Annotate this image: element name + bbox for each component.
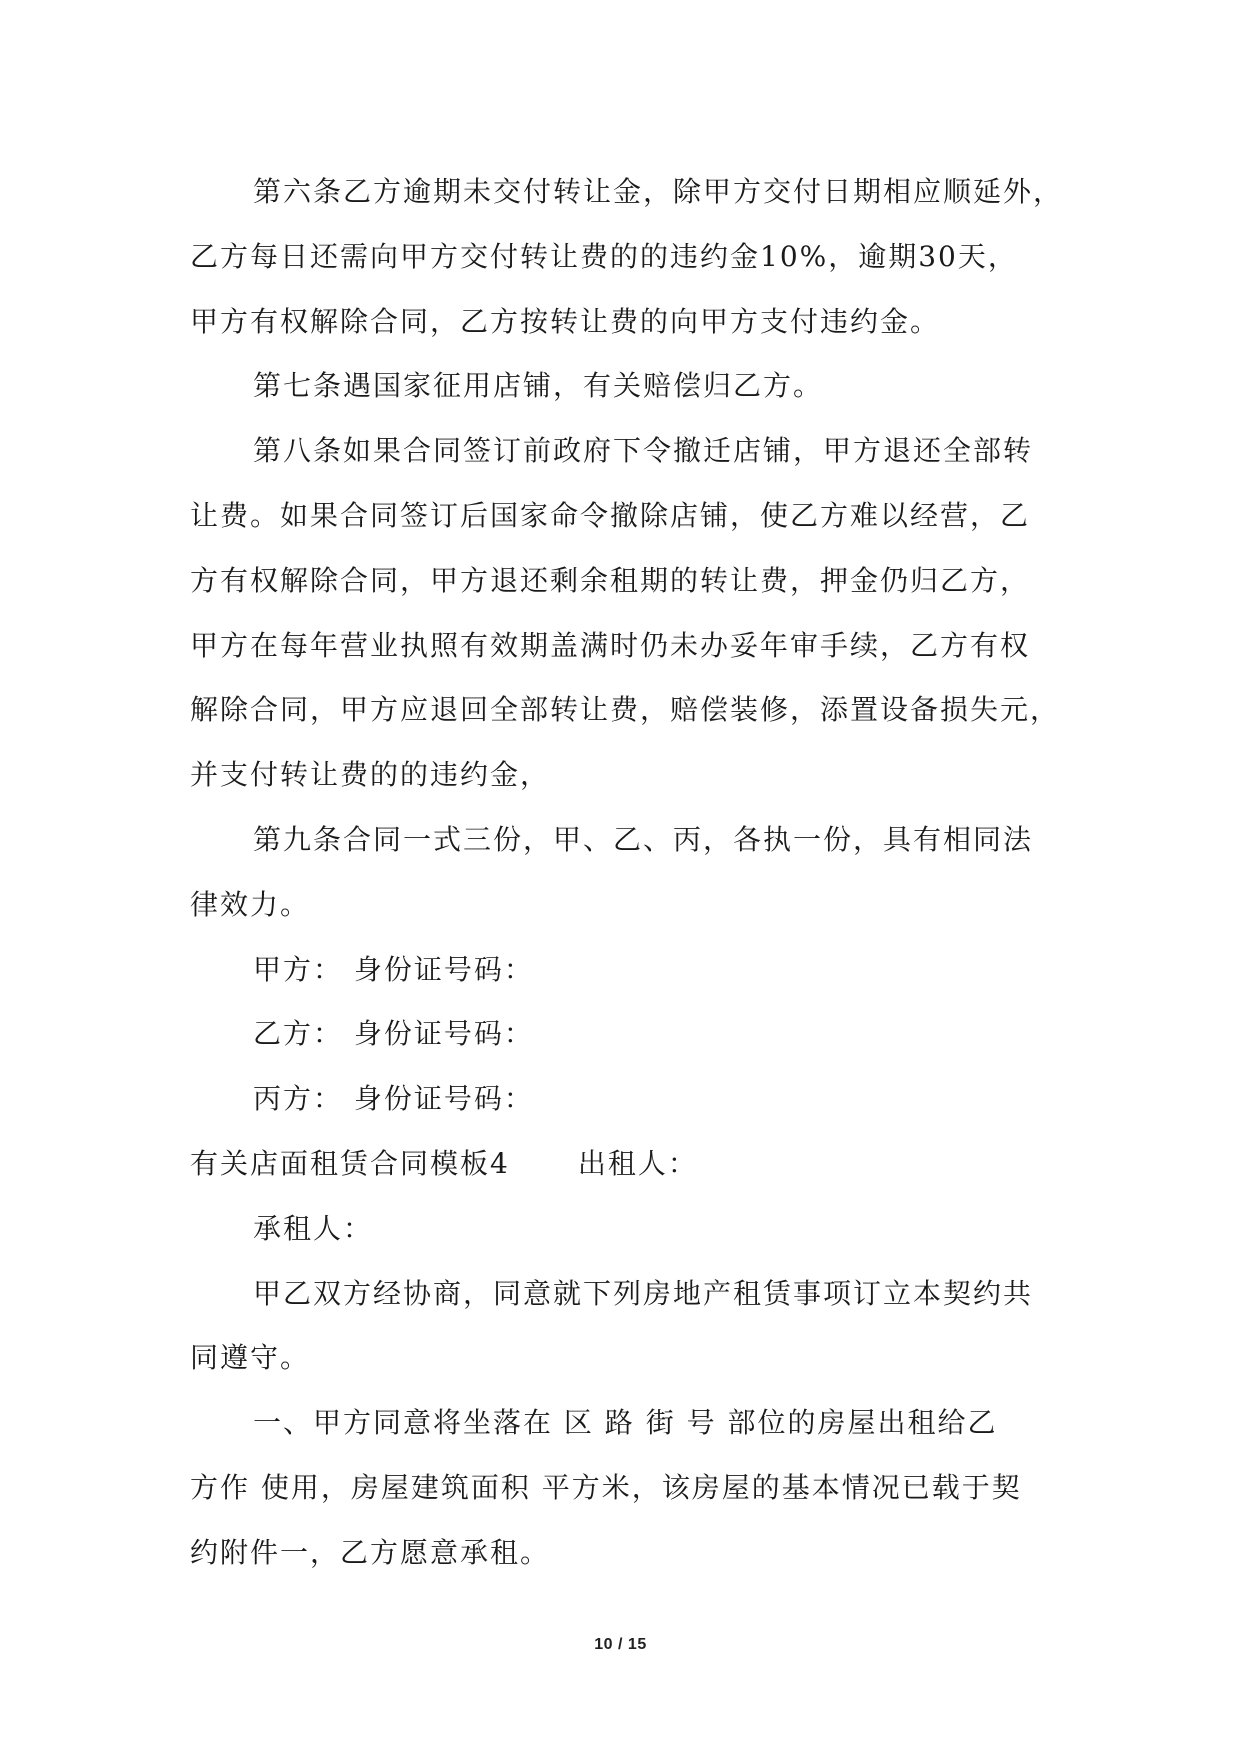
- text-line: 甲乙双方经协商，同意就下列房地产租赁事项订立本契约共: [253, 1276, 1034, 1310]
- text-line: 同遵守。: [190, 1341, 311, 1375]
- text-line: 律效力。: [190, 887, 311, 921]
- text-line: 让费。如果合同签订后国家命令撤除店铺，使乙方难以经营，乙: [190, 498, 1031, 532]
- lessee-label: 承租人：: [253, 1211, 374, 1245]
- text-line: 方有权解除合同，甲方退还剩余租期的转让费，押金仍归乙方，: [190, 563, 1031, 597]
- document-body: [190, 160, 1090, 1586]
- page-number: 10 / 15: [594, 1636, 647, 1653]
- lessor-label: 出租人：: [577, 1146, 698, 1180]
- contract-heading: [190, 1132, 1090, 1197]
- text-line: 第八条如果合同签订前政府下令撤迁店铺，甲方退还全部转: [253, 434, 1034, 468]
- text-line: 第六条乙方逾期未交付转让金，除甲方交付日期相应顺延外，: [253, 175, 1064, 208]
- text-line: 第九条合同一式三份，甲、乙、丙，各执一份，具有相同法: [253, 822, 1034, 856]
- signature-line-party-b: 乙方： 身份证号码：: [253, 1017, 534, 1051]
- text-line: 方作 使用，房屋建筑面积 平方米，该房屋的基本情况已载于契: [190, 1470, 1022, 1504]
- text-line: 乙方每日还需向甲方交付转让费的的违约金10%，逾期30天，: [190, 239, 1018, 273]
- signature-line-party-a: 甲方： 身份证号码：: [253, 952, 534, 986]
- text-line: 一、甲方同意将坐落在 区 路 街 号 部位的房屋出租给乙: [253, 1406, 998, 1440]
- signature-line-party-c: 丙方： 身份证号码：: [253, 1082, 534, 1116]
- text-line: 解除合同，甲方应退回全部转让费，赔偿装修，添置设备损失元，: [190, 693, 1061, 727]
- text-line: 甲方有权解除合同，乙方按转让费的向甲方支付违约金。: [190, 304, 941, 338]
- text-line: 第七条遇国家征用店铺，有关赔偿归乙方。: [253, 369, 824, 403]
- text-line: 并支付转让费的的违约金，: [190, 758, 551, 792]
- contract-title: 有关店面租赁合同模板4: [190, 1146, 510, 1180]
- text-line: 甲方在每年营业执照有效期盖满时仍未办妥年审手续，乙方有权: [190, 628, 1031, 662]
- text-line: 约附件一，乙方愿意承租。: [190, 1535, 551, 1569]
